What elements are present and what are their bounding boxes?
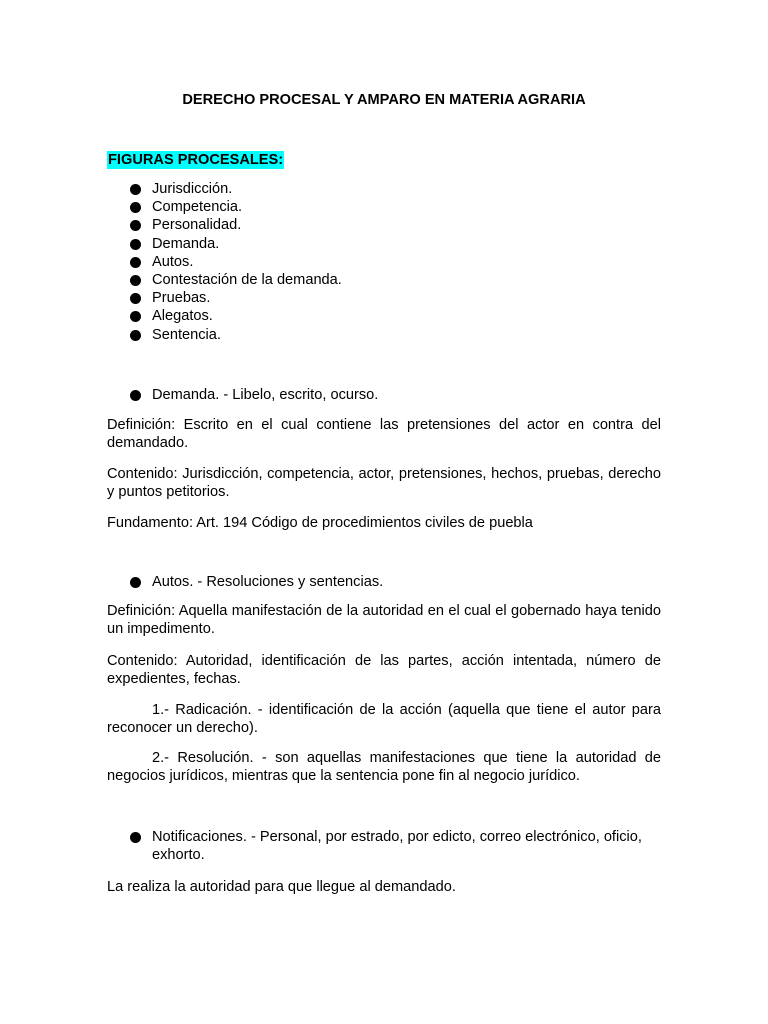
bullet-icon bbox=[130, 184, 141, 195]
notificaciones-nota: La realiza la autoridad para que llegue al demandado. bbox=[107, 879, 456, 895]
bullet-icon bbox=[130, 275, 141, 286]
bullet-icon bbox=[130, 202, 141, 213]
demanda-bullet: Demanda. - Libelo, escrito, ocurso. bbox=[128, 386, 662, 404]
list-item: Personalidad. bbox=[128, 216, 342, 234]
bullet-icon bbox=[130, 577, 141, 588]
list-item: Pruebas. bbox=[128, 289, 342, 307]
bullet-icon bbox=[130, 239, 141, 250]
figures-heading: FIGURAS PROCESALES: bbox=[108, 152, 284, 168]
autos-contenido: Contenido: Autoridad, identificación de las partes, acción intentada, número de expedientes, fechas. bbox=[107, 653, 661, 687]
bullet-icon bbox=[130, 390, 141, 401]
figures-list bbox=[128, 180, 342, 344]
demanda-definicion: Definición: Escrito en el cual contiene las pretensiones del actor en contra del demandado. bbox=[107, 417, 661, 451]
demanda-fundamento: Fundamento: Art. 194 Código de procedimientos civiles de puebla bbox=[107, 515, 533, 531]
bullet-icon bbox=[130, 832, 141, 843]
autos-resolucion: 2.- Resolución. - son aquellas manifestaciones que tiene la autoridad de negocios jurídicos, mientras que la sentencia pone fin al negocio jurídico. bbox=[107, 750, 661, 784]
autos-definicion: Definición: Aquella manifestación de la autoridad en el cual el gobernado haya tenido un impedimento. bbox=[107, 603, 661, 637]
bullet-icon bbox=[130, 293, 141, 304]
list-item: Sentencia. bbox=[128, 326, 342, 344]
bullet-icon bbox=[130, 220, 141, 231]
document-title: DERECHO PROCESAL Y AMPARO EN MATERIA AGRARIA bbox=[182, 92, 586, 108]
list-item: Jurisdicción. bbox=[128, 180, 342, 198]
list-item: Autos. bbox=[128, 253, 342, 271]
list-item: Contestación de la demanda. bbox=[128, 271, 342, 289]
list-item: Alegatos. bbox=[128, 307, 342, 325]
autos-bullet: Autos. - Resoluciones y sentencias. bbox=[128, 573, 662, 591]
autos-radicacion: 1.- Radicación. - identificación de la acción (aquella que tiene el autor para reconocer un derecho). bbox=[107, 702, 661, 736]
bullet-icon bbox=[130, 311, 141, 322]
list-item: Demanda. bbox=[128, 235, 342, 253]
demanda-contenido: Contenido: Jurisdicción, competencia, actor, pretensiones, hechos, pruebas, derecho y puntos petitorios. bbox=[107, 466, 661, 500]
notificaciones-bullet: Notificaciones. - Personal, por estrado, por edicto, correo electrónico, oficio, exhorto. bbox=[128, 828, 662, 864]
list-item: Competencia. bbox=[128, 198, 342, 216]
bullet-icon bbox=[130, 257, 141, 268]
bullet-icon bbox=[130, 330, 141, 341]
